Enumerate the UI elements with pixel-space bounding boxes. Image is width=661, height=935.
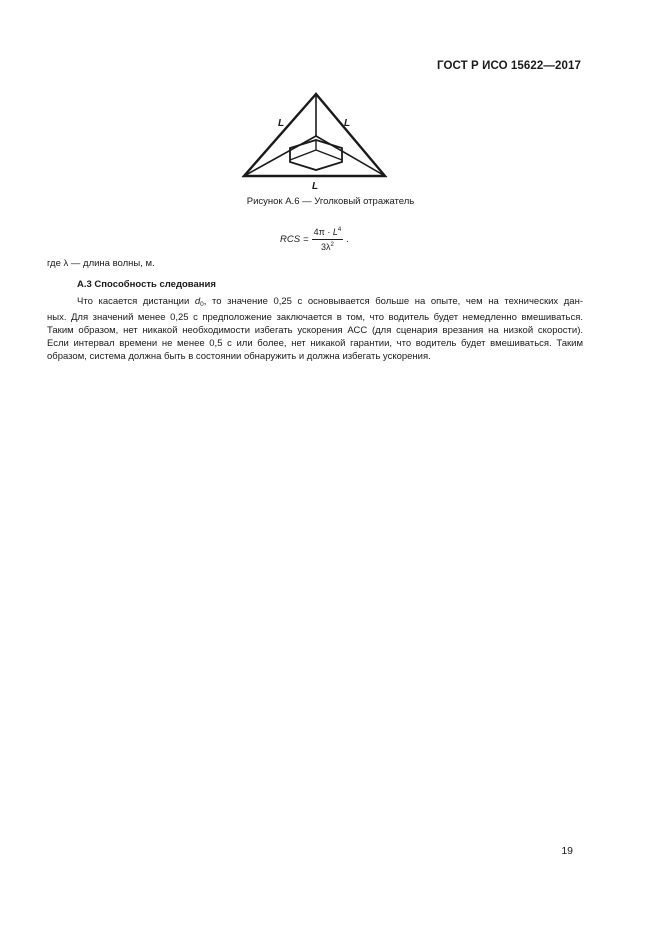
- line1-subscript: 0: [200, 301, 204, 308]
- line1-suffix: , то значение 0,25 с основывается больше на опыте, чем на технических дан-: [203, 296, 584, 307]
- hexagon-left-edge: [290, 150, 316, 160]
- page-number: 19: [561, 845, 573, 857]
- label-bottom-side: L: [312, 181, 319, 192]
- numerator-prefix: 4π ·: [313, 226, 333, 237]
- formula-lhs: RCS: [280, 233, 301, 245]
- line1-variable: d: [194, 296, 201, 307]
- paragraph-line-3: Таким образом, нет никакой необходимости избегать ускорения АСС (для сценария врезания на низкой скорости).: [47, 325, 583, 337]
- numerator-exponent: 4: [337, 226, 342, 233]
- inner-right-line: [316, 136, 385, 176]
- inner-left-line: [244, 136, 316, 176]
- figure-caption: Рисунок А.6 — Уголковый отражатель: [246, 196, 415, 207]
- numerator-variable: L: [332, 226, 338, 237]
- label-right-side: L: [344, 118, 351, 129]
- hexagon-right-edge: [316, 150, 342, 160]
- formula-numerator: [312, 227, 344, 240]
- denominator-base: 3λ: [320, 241, 331, 252]
- section-paragraph: [47, 295, 583, 363]
- line1-prefix: Что касается дистанции: [77, 296, 195, 307]
- formula-equals: =: [303, 233, 309, 245]
- paragraph-line-5: образом, система должна быть в состоянии обнаружить и должна избегать ускорения.: [47, 351, 431, 363]
- formula-fraction: [312, 227, 344, 252]
- where-explanation: где λ — длина волны, м.: [47, 258, 155, 269]
- corner-reflector-diagram: [236, 88, 396, 194]
- label-left-side: L: [278, 118, 285, 129]
- section-title: А.3 Способность следования: [77, 279, 216, 290]
- corner-reflector-figure: [236, 88, 396, 194]
- paragraph-line-2: ных. Для значений менее 0,25 с предположение заключается в том, что водитель будет немедленно вмешиваться.: [47, 312, 583, 324]
- formula-trailing-dot: .: [346, 233, 349, 245]
- paragraph-line-4: Если интервал времени не менее 0,5 с или более, нет никакой гарантии, что водитель будет вмешиваться. Таким: [47, 338, 583, 350]
- rcs-formula: [280, 222, 349, 256]
- paragraph-line-1: [47, 295, 583, 311]
- document-code-header: ГОСТ Р ИСО 15622—2017: [436, 60, 581, 72]
- denominator-exponent: 2: [330, 241, 334, 248]
- formula-denominator: [321, 240, 334, 252]
